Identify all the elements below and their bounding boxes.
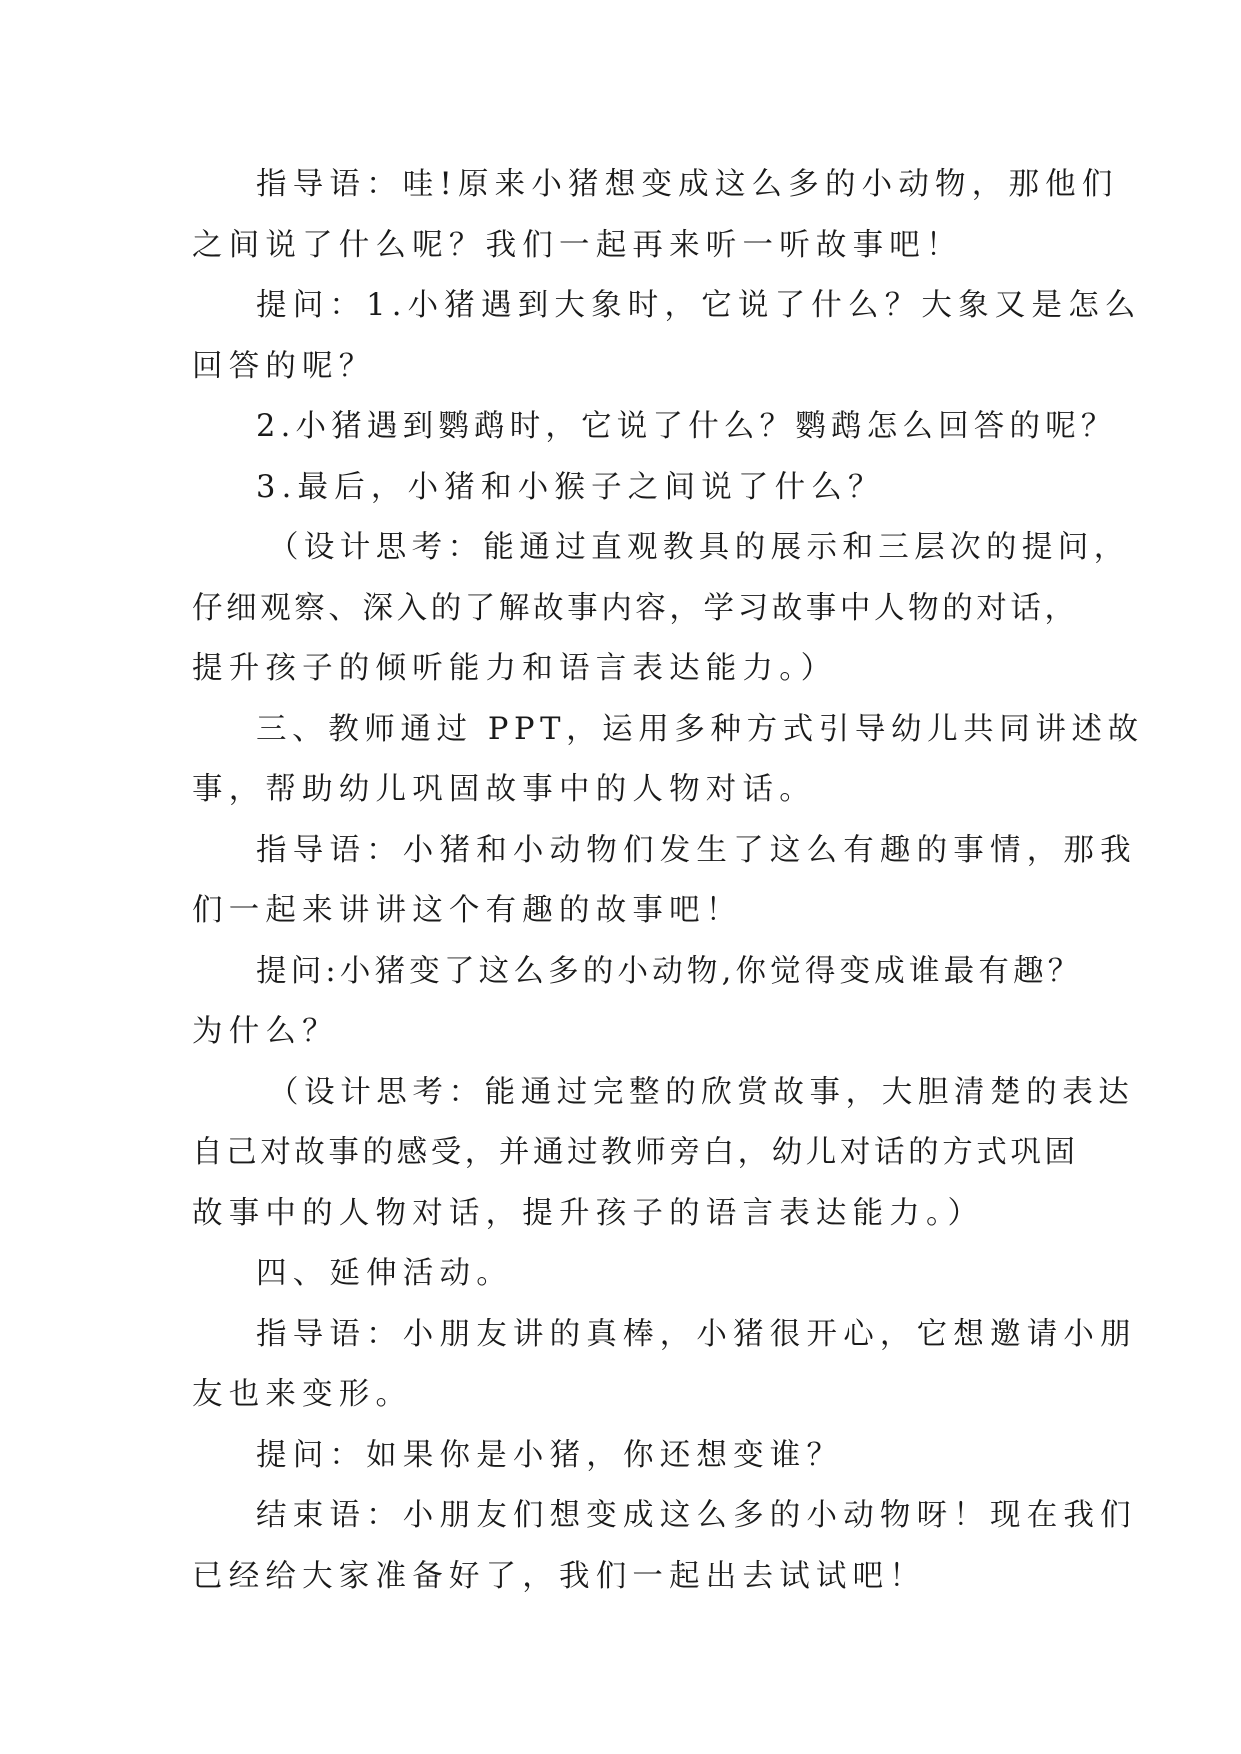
text-line: 之间说了什么呢？我们一起再来听一听故事吧！ [192, 227, 963, 263]
text-line: 指导语：小朋友讲的真棒，小猪很开心，它想邀请小朋 [256, 1316, 1137, 1352]
text-line: 2.小猪遇到鹦鹉时，它说了什么？鹦鹉怎么回答的呢？ [256, 409, 1117, 444]
text-line: 提问:小猪变了这么多的小动物,你觉得变成谁最有趣？ [256, 953, 1083, 989]
text-line: 已经给大家准备好了，我们一起出去试试吧！ [192, 1558, 926, 1594]
text-line: 提问：如果你是小猪，你还想变谁？ [256, 1437, 844, 1473]
text-line: （设计思考：能通过完整的欣赏故事，大胆清楚的表达 [268, 1074, 1135, 1110]
text-line: 自己对故事的感受，并通过教师旁白，幼儿对话的方式巩固 [192, 1135, 1079, 1170]
text-line: 事，帮助幼儿巩固故事中的人物对话。 [192, 772, 816, 807]
text-line: 三、教师通过 PPT，运用多种方式引导幼儿共同讲述故 [256, 711, 1144, 747]
text-line: 们一起来讲讲这个有趣的故事吧！ [192, 893, 743, 928]
text-line: 仔细观察、深入的了解故事内容，学习故事中人物的对话， [192, 590, 1079, 626]
text-line: 指导语：哇!原来小猪想变成这么多的小动物，那他们 [256, 167, 1119, 202]
text-line: 四、延伸活动。 [256, 1256, 513, 1291]
text-line: 友也来变形。 [192, 1377, 413, 1412]
text-line: 回答的呢？ [192, 348, 376, 384]
text-line: （设计思考：能通过直观教具的展示和三层次的提问， [268, 530, 1130, 565]
text-line: 结束语：小朋友们想变成这么多的小动物呀！现在我们 [256, 1498, 1137, 1533]
text-line: 为什么？ [192, 1014, 339, 1049]
text-line: 提升孩子的倾听能力和语言表达能力。） [192, 651, 838, 686]
text-line: 3.最后，小猪和小猴子之间说了什么？ [256, 469, 885, 505]
text-line: 提问：1.小猪遇到大象时，它说了什么？大象又是怎么 [256, 288, 1142, 323]
text-line: 指导语：小猪和小动物们发生了这么有趣的事情，那我 [256, 832, 1137, 868]
text-line: 故事中的人物对话，提升孩子的语言表达能力。） [192, 1195, 985, 1231]
document-body [192, 155, 1144, 1607]
